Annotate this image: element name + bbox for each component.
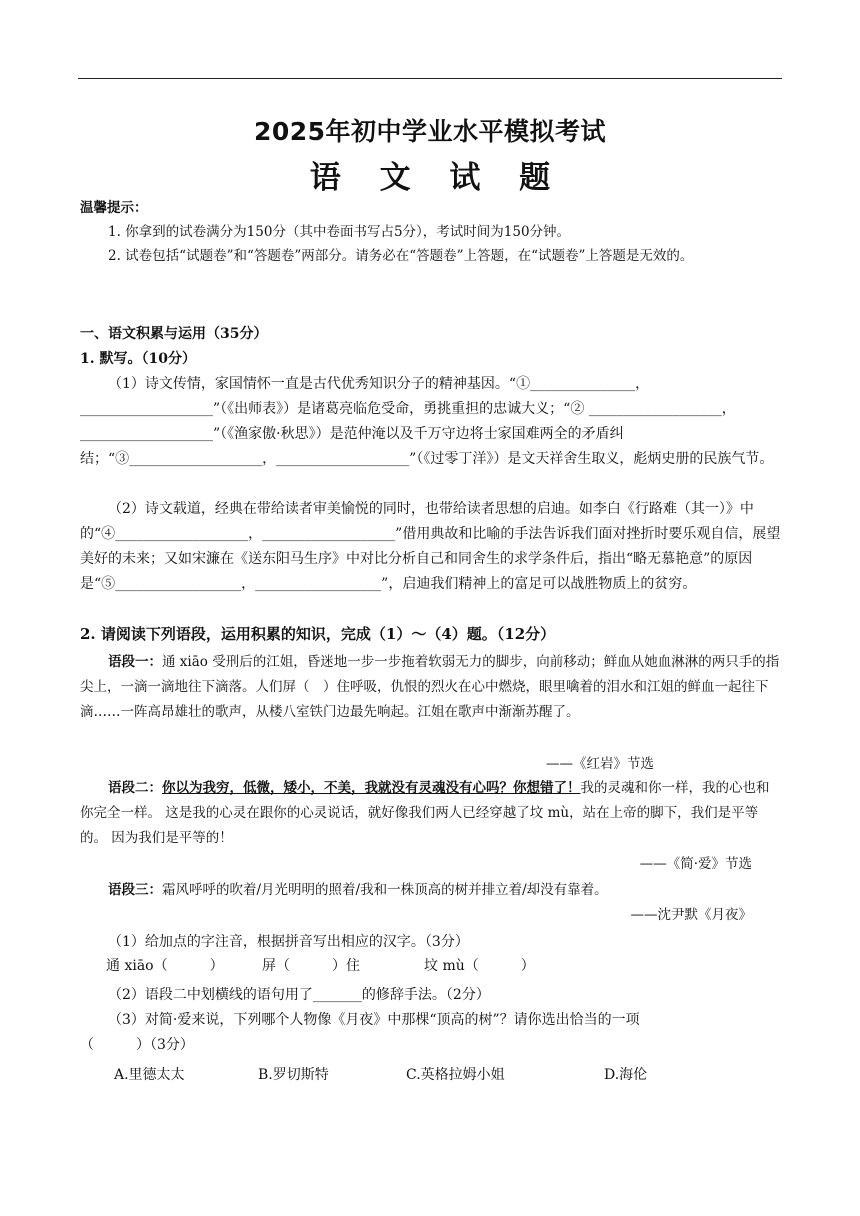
sub-question-1: （1）给加点的字注音，根据拼音写出相应的汉字。（3分） [108,934,469,950]
option-c: C.英格拉姆小姐 [406,1067,505,1083]
passage-3-text: 霜风呼呼的吹着/月光明明的照着/我和一株顶高的树并排立着/却没有靠着。 [162,882,608,898]
passage-2-source: ——《简·爱》节选 [639,856,752,872]
tips-heading: 温馨提示： [80,200,148,216]
passage-1 [80,650,782,725]
sub-question-2: （2）语段二中划横线的语句用了_______的修辞手法。（2分） [108,987,490,1003]
passage-2-label: 语段二： [108,780,162,796]
passage-1-label: 语段一： [108,654,162,670]
passage-3-source: ——沈尹默《月夜》 [630,907,752,923]
question-1-part-1: （1）诗文传情，家国情怀一直是古代优秀知识分子的精神基因。“①_______________，___________________”（《出师表》）是诸葛亮临危受命，勇挑重担的忠诚大义；“② ___________________，___________________”（《渔家傲·秋思》）是范仲淹以及千万守边将士家国难两全的矛盾纠结；“③___________________，___________________”（《过零丁洋》）是文天祥舍生取义，彪炳史册的民族气节。 [80,376,774,467]
question-1-heading: 1. 默写。（10分） [80,351,196,367]
exam-title: 2025年初中学业水平模拟考试 [253,117,607,146]
option-b: B.罗切斯特 [258,1067,329,1083]
subject-title: 语 文 试 题 [309,160,565,196]
passage-3 [80,878,782,903]
sub-question-3: （3）对简·爱来说，下列哪个人物像《月夜》中那棵“顶高的树”？请你选出恰当的一项（ ）（3分） [80,1012,640,1053]
top-rule [78,78,782,79]
passage-1-text: 通 xiāo 受刑后的江姐，昏迷地一步一步拖着软弱无力的脚步，向前移动；鲜血从她血淋淋的两只手的指尖上，一滴一滴地往下滴落。人们屏（ ）住呼吸，仇恨的烈火在心中燃烧，眼里噙着的泪水和江姐的鲜血一起往下滴……一阵高昂雄壮的歌声，从楼八室铁门边最先响起。江姐在歌声中渐渐苏醒了。 [80,654,780,720]
passage-2-text: 我的灵魂和你一样，我的心也和你完全一样。 这是我的心灵在跟你的心灵说话，就好像我们两人已经穿越了坟 mù，站在上帝的脚下，我们是平等的。 因为我们是平等的！ [80,780,770,846]
sub-question-1-item-c: 坟 mù（ ） [424,958,535,974]
sub-question-1-item-a: 通 xiāo（ ） [106,958,224,974]
option-d: D.海伦 [604,1067,648,1083]
option-a: A.里德太太 [114,1067,185,1083]
question-2-heading: 2. 请阅读下列语段，运用积累的知识，完成（1）～（4）题。（12分） [80,625,556,643]
passage-3-label: 语段三： [108,882,162,898]
section-heading: 一、语文积累与运用（35分） [80,326,268,342]
passage-2-underlined: 你以为我穷，低微，矮小，不美，我就没有灵魂没有心吗？你想错了！ [162,780,581,796]
passage-1-source: ——《红岩》节选 [546,756,654,772]
tip-item-1: 1. 你拿到的试卷满分为150分（其中卷面书写占5分），考试时间为150分钟。 [108,224,571,240]
question-1-part-2: （2）诗文载道，经典在带给读者审美愉悦的同时，也带给读者思想的启迪。如李白《行路难（其一）》中的“④___________________，___________________”借用典故和比喻的手法告诉我们面对挫折时要乐观自信，展望美好的未来；又如宋濂在《送东阳马生序》中对比分析自己和同舍生的求学条件后，指出“略无慕艳意”的原因是“⑤__________________，__________________”，启迪我们精神上的富足可以战胜物质上的贫穷。 [80,501,781,592]
sub-question-1-item-b: 屏（ ）住 [262,958,360,974]
tip-item-2: 2. 试卷包括“试题卷”和“答题卷”两部分。请务必在“答题卷”上答题，在“试题卷”上答题是无效的。 [108,248,694,264]
passage-2 [80,776,782,851]
